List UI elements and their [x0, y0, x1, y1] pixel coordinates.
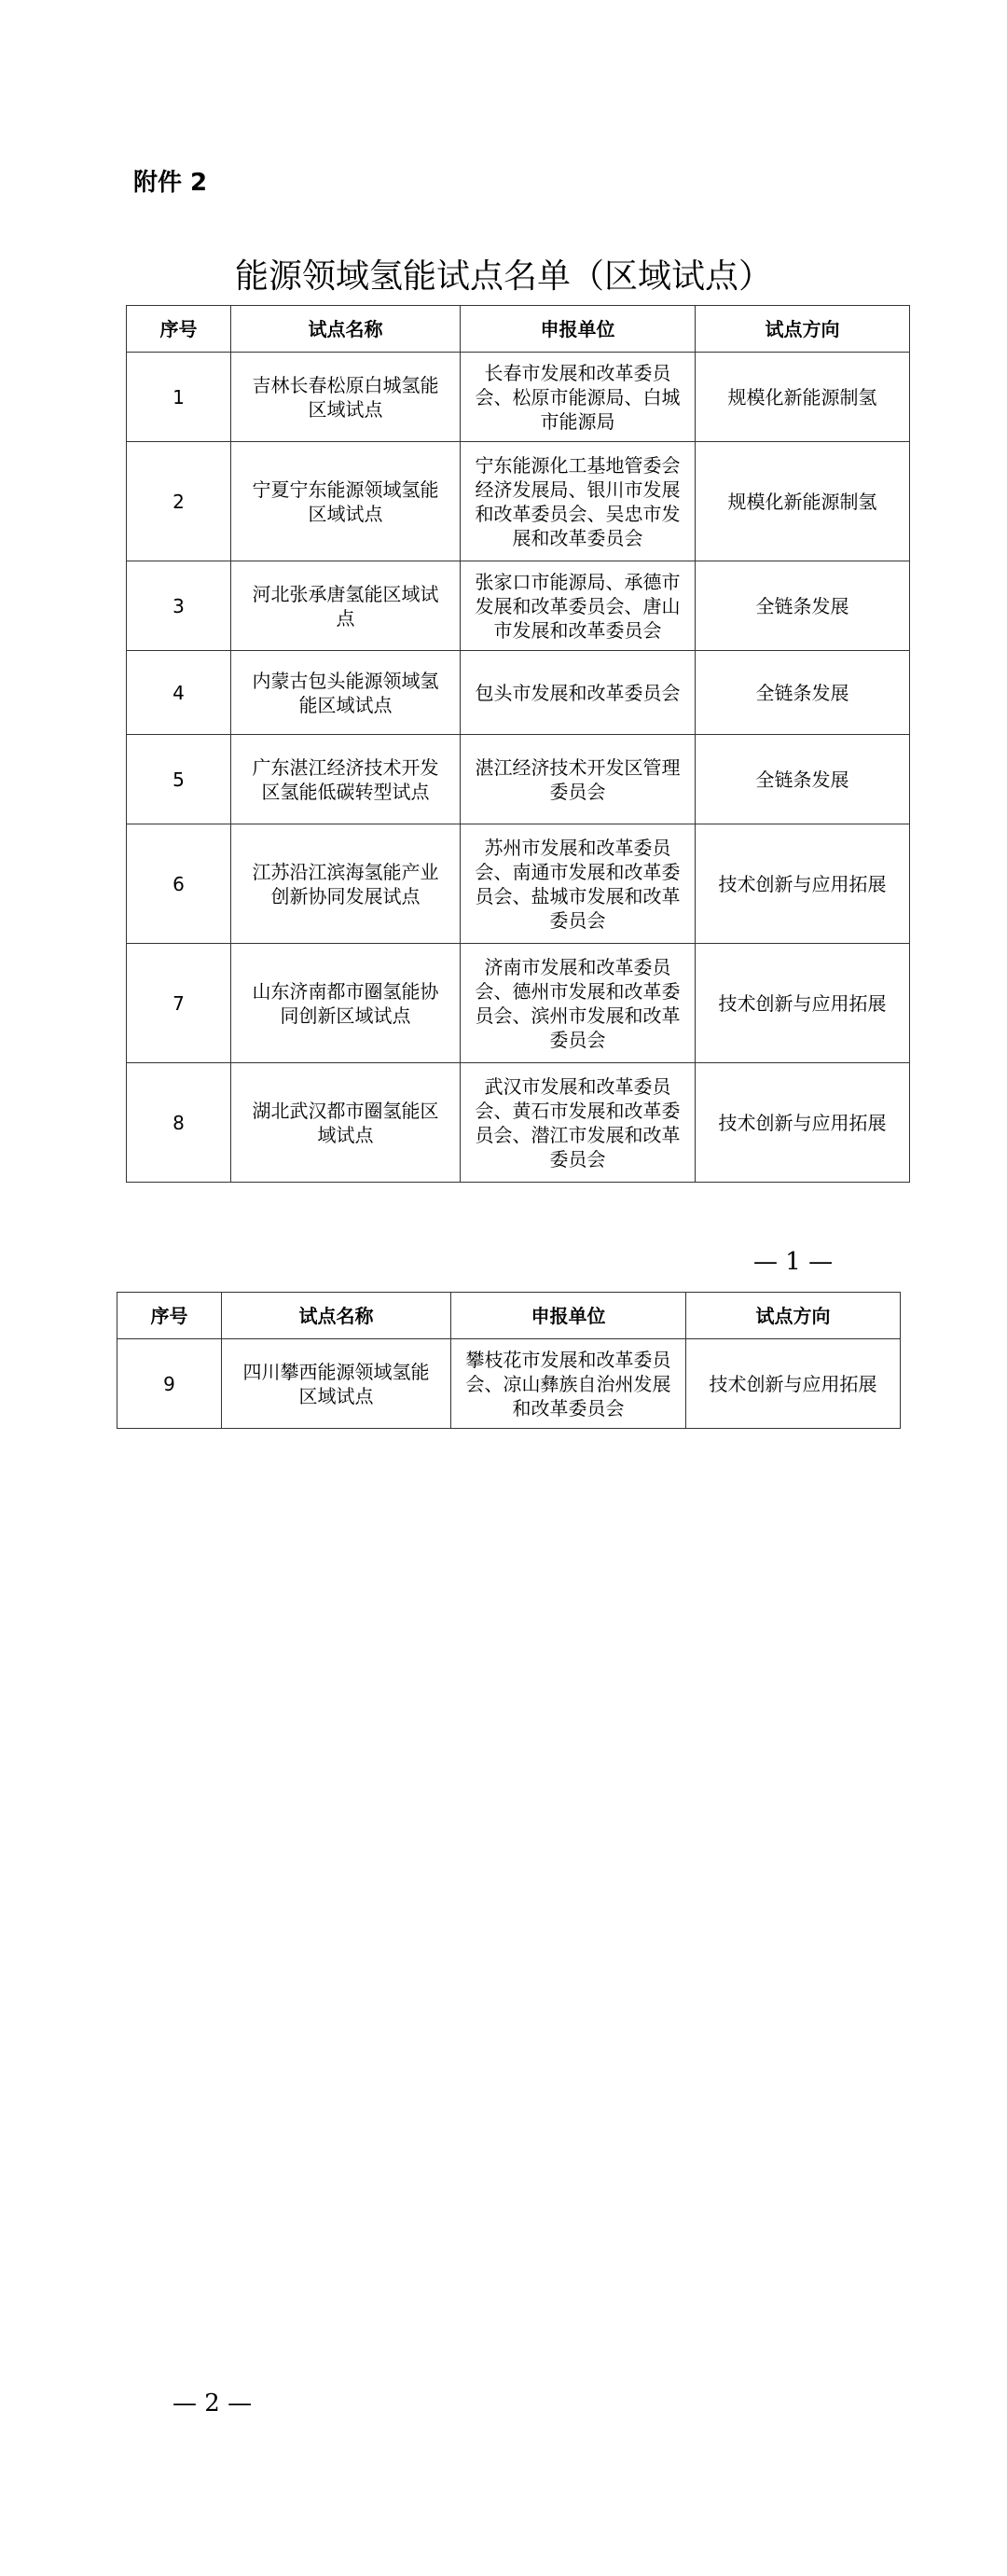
cell-direction: 全链条发展 — [696, 735, 910, 824]
header-name: 试点名称 — [222, 1293, 451, 1339]
cell-unit: 张家口市能源局、承德市发展和改革委员会、唐山市发展和改革委员会 — [461, 561, 696, 651]
header-direction: 试点方向 — [686, 1293, 901, 1339]
table-row — [127, 824, 910, 944]
cell-no: 2 — [127, 442, 231, 561]
table-row — [127, 353, 910, 442]
cell-direction: 规模化新能源制氢 — [696, 353, 910, 442]
cell-name: 宁夏宁东能源领域氢能区域试点 — [231, 442, 461, 561]
cell-no: 8 — [127, 1063, 231, 1183]
cell-unit: 包头市发展和改革委员会 — [461, 651, 696, 735]
cell-name: 河北张承唐氢能区域试点 — [231, 561, 461, 651]
table-row — [127, 442, 910, 561]
cell-direction: 技术创新与应用拓展 — [696, 1063, 910, 1183]
cell-no: 7 — [127, 944, 231, 1063]
table-row — [117, 1339, 901, 1429]
pilot-list-table-continued — [117, 1292, 901, 1429]
page-number: — 1 — — [753, 1248, 834, 1276]
header-no: 序号 — [127, 306, 231, 353]
cell-unit: 宁东能源化工基地管委会经济发展局、银川市发展和改革委员会、吴忠市发展和改革委员会 — [461, 442, 696, 561]
cell-direction: 全链条发展 — [696, 561, 910, 651]
table-row — [127, 735, 910, 824]
cell-no: 6 — [127, 824, 231, 944]
cell-unit: 济南市发展和改革委员会、德州市发展和改革委员会、滨州市发展和改革委员会 — [461, 944, 696, 1063]
cell-name: 湖北武汉都市圈氢能区域试点 — [231, 1063, 461, 1183]
cell-no: 9 — [117, 1339, 222, 1429]
table-header-row — [117, 1293, 901, 1339]
cell-direction: 技术创新与应用拓展 — [686, 1339, 901, 1429]
table-header-row — [127, 306, 910, 353]
header-unit: 申报单位 — [461, 306, 696, 353]
cell-direction: 规模化新能源制氢 — [696, 442, 910, 561]
cell-name: 内蒙古包头能源领域氢能区域试点 — [231, 651, 461, 735]
cell-direction: 全链条发展 — [696, 651, 910, 735]
table-row — [127, 944, 910, 1063]
cell-unit: 长春市发展和改革委员会、松原市能源局、白城市能源局 — [461, 353, 696, 442]
header-name: 试点名称 — [231, 306, 461, 353]
cell-name: 吉林长春松原白城氢能区域试点 — [231, 353, 461, 442]
page-number: — 2 — — [172, 2389, 253, 2417]
attachment-label: 附件 2 — [133, 169, 208, 197]
cell-no: 3 — [127, 561, 231, 651]
cell-unit: 湛江经济技术开发区管理委员会 — [461, 735, 696, 824]
cell-no: 5 — [127, 735, 231, 824]
table-row — [127, 651, 910, 735]
cell-direction: 技术创新与应用拓展 — [696, 944, 910, 1063]
pilot-list-table — [126, 305, 910, 1183]
document-title: 能源领域氢能试点名单（区域试点） — [234, 257, 772, 296]
cell-direction: 技术创新与应用拓展 — [696, 824, 910, 944]
header-direction: 试点方向 — [696, 306, 910, 353]
table-row — [127, 1063, 910, 1183]
cell-name: 山东济南都市圈氢能协同创新区域试点 — [231, 944, 461, 1063]
header-no: 序号 — [117, 1293, 222, 1339]
header-unit: 申报单位 — [451, 1293, 686, 1339]
cell-name: 四川攀西能源领域氢能区域试点 — [222, 1339, 451, 1429]
table-row — [127, 561, 910, 651]
cell-name: 广东湛江经济技术开发区氢能低碳转型试点 — [231, 735, 461, 824]
cell-unit: 武汉市发展和改革委员会、黄石市发展和改革委员会、潜江市发展和改革委员会 — [461, 1063, 696, 1183]
cell-no: 1 — [127, 353, 231, 442]
cell-no: 4 — [127, 651, 231, 735]
cell-name: 江苏沿江滨海氢能产业创新协同发展试点 — [231, 824, 461, 944]
cell-unit: 攀枝花市发展和改革委员会、凉山彝族自治州发展和改革委员会 — [451, 1339, 686, 1429]
cell-unit: 苏州市发展和改革委员会、南通市发展和改革委员会、盐城市发展和改革委员会 — [461, 824, 696, 944]
